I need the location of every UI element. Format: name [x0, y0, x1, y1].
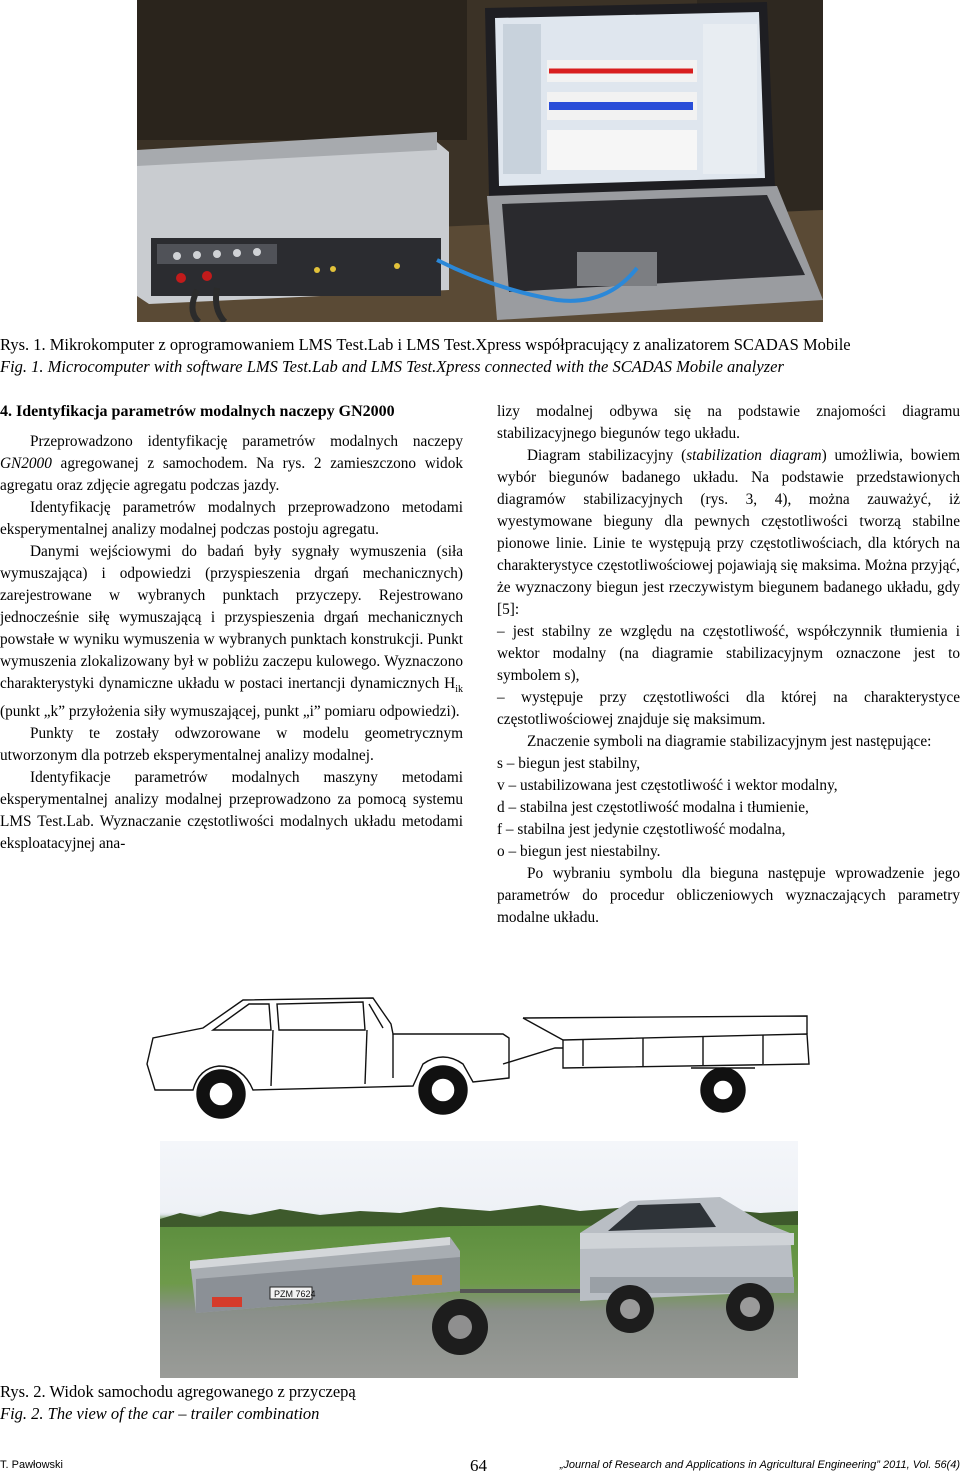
left-paragraph-4: Punkty te zostały odwzorowane w modelu geometrycznym utworzonym dla potrzeb eksperymentalnej analizy modalnej.: [0, 725, 463, 765]
symbol-o: o – biegun jest niestabilny.: [497, 843, 661, 860]
car-trailer-line-drawing: [143, 994, 819, 1132]
fig1-illustration: [137, 0, 823, 322]
bullet-1: – jest stabilny ze względu na częstotliwość, współczynnik tłumienia i wektor modalny (na diagramie stabilizacyjnym oznaczone jest to symbolem s),: [497, 623, 960, 684]
left-paragraph-1: [0, 431, 463, 497]
fig1-caption-en: Fig. 1. Microcomputer with software LMS Test.Lab and LMS Test.Xpress connected with the SCADAS Mobile analyzer: [0, 357, 784, 376]
fig2-caption-en: Fig. 2. The view of the car – trailer combination: [0, 1404, 320, 1423]
left-p3-part-a: Danymi wejściowymi do badań były sygnały wymuszenia (siła wymuszająca) i odpowiedzi (przyspieszenia drgań mechanicznych) zarejestrowane w wybranych punktach przyczepy. Rejestrowano jednocześnie siłę wymuszającą i przyspieszenia drgań mechanicznych powstałe w wyniku wymuszenia w wybranych punktach konstrukcji. Punkt wymuszenia zlokalizowany był w pobliżu zaczepu kulowego. Wyznaczono charakterystyki dynamiczne układu w postaci inertancji dynamicznych H: [0, 543, 463, 692]
right-paragraph-3: Znaczenie symboli na diagramie stabilizacyjnym jest następujące:: [527, 733, 932, 750]
symbol-d: d – stabilna jest częstotliwość modalna i tłumienie,: [497, 799, 809, 816]
car-trailer-photo: [160, 1141, 798, 1378]
stabilization-term: stabilization diagram: [686, 447, 822, 464]
fig1-caption-pl: Rys. 1. Mikrokomputer z oprogramowaniem LMS Test.Lab i LMS Test.Xpress współpracujący z analizatorem SCADAS Mobile: [0, 335, 851, 354]
right-paragraph-1: lizy modalnej odbywa się na podstawie znajomości diagramu stabilizacyjnego biegunów tego układu.: [497, 403, 960, 442]
right-column: [497, 401, 960, 929]
fig2-caption-pl: Rys. 2. Widok samochodu agregowanego z przyczepą: [0, 1382, 356, 1401]
symbol-s: s – biegun jest stabilny,: [497, 755, 641, 772]
right-p2-part-b: ) umożliwia, bowiem wybór biegunów badanego układu. Na podstawie przedstawionych diagramów stabilizacyjnych (rys. 3, 4), można zauważyć, iż wyestymowane bieguny dla pewnych częstotliwości tworzą stabilne pionowe linie. Linie te występują przy częstotliwościach, dla których na charakterystyce częstotliwościowej pojawiają się maksima. Można przyjąć, że wyznaczony biegun jest rzeczywistym biegunem badanego układu, gdy [5]:: [497, 447, 960, 618]
page-number: 64: [470, 1456, 487, 1475]
page-footer: [0, 1456, 960, 1477]
footer-journal: „Journal of Research and Applications in Agricultural Engineering” 2011, Vol. 56(4): [559, 1459, 960, 1471]
left-p1-part-b: agregowanej z samochodem. Na rys. 2 zamieszczono widok agregatu oraz zdjęcie agregatu podczas jazdy.: [0, 455, 463, 494]
left-p3-part-b: (punkt „k” przyłożenia siły wymuszającej, punkt „i” pomiaru odpowiedzi).: [0, 703, 460, 721]
footer-author: T. Pawłowski: [0, 1459, 63, 1471]
left-paragraph-2: Identyfikację parametrów modalnych przeprowadzono metodami eksperymentalnej analizy modalnej podczas postoju agregatu.: [0, 499, 463, 538]
model-name: GN2000: [0, 455, 52, 472]
left-paragraph-3: [0, 541, 463, 723]
fig1-photo: [137, 0, 823, 322]
left-column: [0, 401, 463, 855]
section-heading: 4. Identyfikacja parametrów modalnych naczepy GN2000: [0, 403, 395, 420]
left-paragraph-5: Identyfikacje parametrów modalnych maszyny metodami eksperymentalnej analizy modalnej przeprowadzono za pomocą systemu LMS Test.Lab. Wyznaczanie częstotliwości modalnych układu metodami eksploatacyjnej ana-: [0, 769, 463, 853]
inertance-subscript: ik: [455, 684, 463, 696]
right-p2-part-a: Diagram stabilizacyjny (: [527, 447, 687, 464]
bullet-2: – występuje przy częstotliwości dla której na charakterystyce częstotliwościowej znajduje się maksimum.: [497, 689, 960, 728]
right-paragraph-4: Po wybraniu symbolu dla bieguna następuje wprowadzenie jego parametrów do procedur obliczeniowych wyznaczających parametry modalne układu.: [497, 865, 960, 926]
fig2-drawing: [143, 994, 819, 1132]
symbol-f: f – stabilna jest jedynie częstotliwość modalna,: [497, 821, 786, 838]
license-plate: PZM 7624: [274, 1289, 316, 1299]
symbol-v: v – ustabilizowana jest częstotliwość i wektor modalny,: [497, 777, 838, 794]
left-p1-part-a: Przeprowadzono identyfikację parametrów modalnych naczepy: [30, 433, 463, 450]
fig2-photo: [160, 1141, 798, 1378]
right-paragraph-2: [497, 445, 960, 621]
